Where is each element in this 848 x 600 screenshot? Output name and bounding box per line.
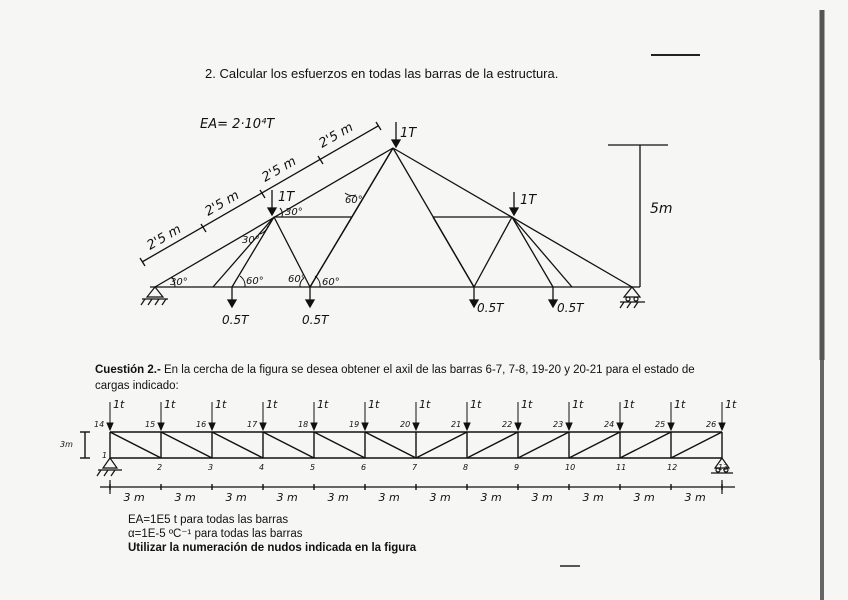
cuestion-2-notes <box>128 513 416 555</box>
load-arrowhead <box>107 423 113 430</box>
top-node-label: 23 <box>553 420 564 429</box>
spacing-label: 3 m <box>225 491 247 504</box>
bottom-node-label: 5 <box>310 463 316 472</box>
load-arrowhead <box>464 423 470 430</box>
spacing-label: 3 m <box>633 491 655 504</box>
top-node-label: 20 <box>400 420 411 429</box>
load-arrowhead <box>515 423 521 430</box>
diagonal-bar <box>671 432 722 458</box>
top-load-label: 1t <box>164 398 176 411</box>
load-arrowhead <box>311 423 317 430</box>
problem-2-title: 2. Calcular los esfuerzos en todas las barras de la estructura. <box>205 66 559 81</box>
ea-label: EA= 2·10⁴T <box>200 117 275 132</box>
load-arrowhead <box>668 423 674 430</box>
diagonal-bar <box>212 432 263 458</box>
bottom-node-label: 3 <box>208 463 214 472</box>
top-load-label: 1t <box>215 398 227 411</box>
top-node-label: 22 <box>502 420 513 429</box>
diagonal-bar <box>620 432 671 458</box>
spacing-label: 3 m <box>582 491 604 504</box>
load-arrowhead <box>158 423 164 430</box>
top-load-label: 1t <box>368 398 380 411</box>
spacing-label: 3 m <box>276 491 298 504</box>
top-node-label: 21 <box>451 420 462 429</box>
seg-label-2: 2'5 m <box>202 188 242 220</box>
ea-note: EA=1E5 t para todas las barras <box>128 514 289 526</box>
spacing-label: 3 m <box>429 491 451 504</box>
angle-30-b: 30° <box>285 207 303 218</box>
bottom-node-label: 6 <box>361 463 367 472</box>
diagonal-bar <box>467 432 518 458</box>
load-arrowhead <box>413 423 419 430</box>
numbering-note: Utilizar la numeración de nudos indicada en la figura <box>128 542 417 554</box>
load-arrowhead <box>209 423 215 430</box>
bottom-load-1: 0.5T <box>222 313 249 327</box>
top-node-label: 25 <box>655 420 666 429</box>
load-top-label: 1T <box>400 126 417 141</box>
top-load-label: 1t <box>419 398 431 411</box>
top-load-label: 1t <box>113 398 125 411</box>
load-arrowhead <box>260 423 266 430</box>
load-right-label: 1T <box>520 193 537 208</box>
bottom-node-label: 4 <box>259 463 265 472</box>
load-left-label: 1T <box>278 190 295 205</box>
spacing-label: 3 m <box>480 491 502 504</box>
top-node-label: 24 <box>604 420 615 429</box>
angle-60-a: 60° <box>246 276 264 287</box>
cuestion-2-text: En la cercha de la figura se desea obtener el axil de las barras 6-7, 7-8, 19-20 y 20-21 para el estado de cargas indicado: <box>95 364 695 392</box>
spacing-label: 3 m <box>174 491 196 504</box>
load-arrowhead <box>362 423 368 430</box>
top-node-label: 16 <box>196 420 207 429</box>
spacing-label: 3 m <box>123 491 145 504</box>
diagonal-bar <box>365 432 416 458</box>
spacing-label: 3 m <box>378 491 400 504</box>
angle-60-c: 60° <box>322 277 340 288</box>
top-node-label: 19 <box>349 420 360 429</box>
diagonal-bar <box>110 432 161 458</box>
seg-label-3: 2'5 m <box>259 154 299 186</box>
alpha-note: α=1E-5 ºC⁻¹ para todas las barras <box>128 528 303 540</box>
height-label-5m: 5m <box>650 201 673 217</box>
angle-30-a: 30° <box>242 235 260 246</box>
top-load-label: 1t <box>470 398 482 411</box>
bottom-node-label: 10 <box>565 463 576 472</box>
load-arrowhead <box>617 423 623 430</box>
top-load-label: 1t <box>572 398 584 411</box>
diagonal-bar <box>416 432 467 458</box>
bottom-load-2: 0.5T <box>302 313 329 327</box>
bottom-node-label: 11 <box>616 463 627 472</box>
seg-label-1: 2'5 m <box>144 222 184 254</box>
diagonal-bar <box>263 432 314 458</box>
bottom-load-3: 0.5T <box>477 301 504 315</box>
diagonal-bar <box>569 432 620 458</box>
spacing-label: 3 m <box>327 491 349 504</box>
seg-label-4: 2'5 m <box>316 120 356 152</box>
bottom-node-label: 2 <box>157 463 163 472</box>
cuestion-2-statement <box>95 362 705 394</box>
top-node-label: 15 <box>145 420 156 429</box>
top-node-label: 17 <box>247 420 258 429</box>
bottom-node-label: 7 <box>412 463 418 472</box>
top-node-label: 18 <box>298 420 309 429</box>
diagonal-bar <box>518 432 569 458</box>
diagonal-bar <box>161 432 212 458</box>
top-load-label: 1t <box>266 398 278 411</box>
top-node-label: 26 <box>706 420 717 429</box>
angle-60-b: 60° <box>288 274 306 285</box>
spacing-label: 3 m <box>684 491 706 504</box>
load-arrowhead <box>719 423 725 430</box>
cuestion-2-heading: Cuestión 2.- <box>95 364 161 376</box>
bottom-node-label: 13 <box>718 463 729 472</box>
top-node-label: 14 <box>94 420 105 429</box>
top-load-label: 1t <box>674 398 686 411</box>
bottom-node-label: 12 <box>667 463 678 472</box>
bottom-node-label: 9 <box>514 463 520 472</box>
angle-30-base: 30° <box>170 277 188 288</box>
angle-60-d: 60° <box>345 195 363 206</box>
top-load-label: 1t <box>623 398 635 411</box>
bottom-node-label: 8 <box>463 463 469 472</box>
top-load-label: 1t <box>725 398 737 411</box>
diagonal-bar <box>314 432 365 458</box>
height-label-3m: 3m <box>60 440 73 449</box>
spacing-label: 3 m <box>531 491 553 504</box>
top-load-label: 1t <box>521 398 533 411</box>
top-load-label: 1t <box>317 398 329 411</box>
bottom-load-4: 0.5T <box>557 301 584 315</box>
load-arrowhead <box>566 423 572 430</box>
bottom-node-label: 1 <box>102 451 108 460</box>
